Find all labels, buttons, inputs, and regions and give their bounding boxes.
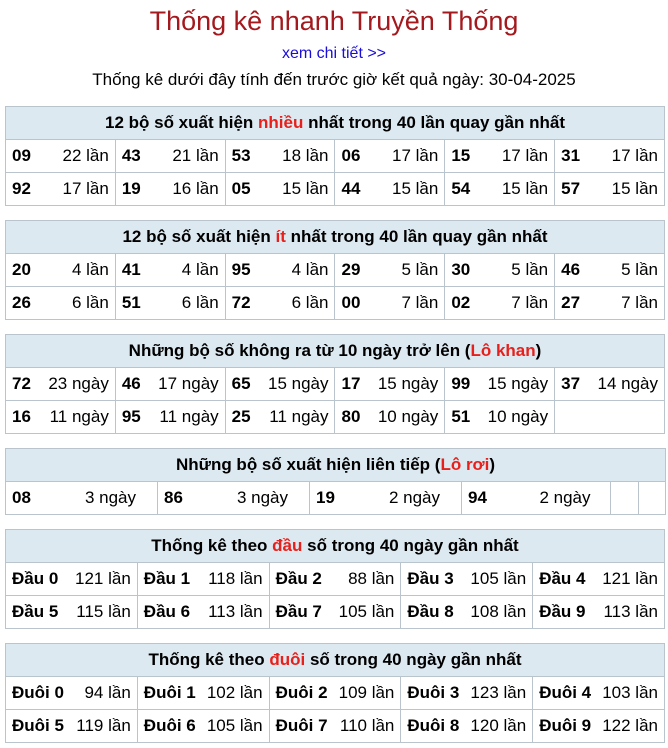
- stat-cell: 17 15 ngày: [335, 368, 445, 401]
- stat-cell: 72 23 ngày: [6, 368, 116, 401]
- stat-cell: Đuôi 3 123 lần: [401, 677, 533, 710]
- table-row: [6, 596, 665, 629]
- stat-cell: Đầu 5 115 lần: [6, 596, 138, 629]
- stat-cell: 41 4 lần: [115, 254, 225, 287]
- most-frequent-section: [5, 106, 665, 206]
- table-row: [6, 173, 665, 206]
- section-header: Những bộ số không ra từ 10 ngày trở lên (Lô khan): [6, 335, 665, 368]
- stat-cell: Đầu 4 121 lần: [533, 563, 665, 596]
- stat-cell: 25 11 ngày: [225, 401, 335, 434]
- stat-cell: 53 18 lần: [225, 140, 335, 173]
- section-header: 12 bộ số xuất hiện ít nhất trong 40 lần quay gần nhất: [6, 221, 665, 254]
- duoi-section: [5, 643, 665, 743]
- lo-khan-section: [5, 334, 665, 434]
- stat-cell: 31 17 lần: [555, 140, 665, 173]
- stat-cell: 27 7 lần: [555, 287, 665, 320]
- stat-cell: 00 7 lần: [335, 287, 445, 320]
- stat-cell: 54 15 lần: [445, 173, 555, 206]
- stat-cell: 19 16 lần: [115, 173, 225, 206]
- stat-cell: Đầu 0 121 lần: [6, 563, 138, 596]
- stat-cell: 30 5 lần: [445, 254, 555, 287]
- stat-cell: 43 21 lần: [115, 140, 225, 173]
- stat-cell: 72 6 lần: [225, 287, 335, 320]
- table-row: [6, 254, 665, 287]
- stat-cell: 95 11 ngày: [115, 401, 225, 434]
- least-frequent-section: [5, 220, 665, 320]
- table-row: [6, 482, 666, 515]
- section-header: Thống kê theo đuôi số trong 40 ngày gần nhất: [6, 644, 665, 677]
- empty-cell: [555, 401, 665, 434]
- stat-cell: 51 10 ngày: [445, 401, 555, 434]
- stat-cell: 06 17 lần: [335, 140, 445, 173]
- stat-cell: 15 17 lần: [445, 140, 555, 173]
- page-title: Thống kê nhanh Truyền Thống: [149, 6, 519, 36]
- stat-cell: 08 3 ngày: [6, 482, 158, 515]
- stat-cell: Đầu 8 108 lần: [401, 596, 533, 629]
- table-row: [6, 563, 665, 596]
- stat-cell: 46 5 lần: [555, 254, 665, 287]
- stat-cell: Đầu 3 105 lần: [401, 563, 533, 596]
- stat-cell: Đuôi 5 119 lần: [6, 710, 138, 743]
- stat-cell: 29 5 lần: [335, 254, 445, 287]
- stat-cell: 26 6 lần: [6, 287, 116, 320]
- stat-cell: 05 15 lần: [225, 173, 335, 206]
- stat-cell: 09 22 lần: [6, 140, 116, 173]
- table-row: [6, 368, 665, 401]
- stat-cell: Đuôi 1 102 lần: [137, 677, 269, 710]
- empty-cell: [611, 482, 639, 515]
- stat-cell: 46 17 ngày: [115, 368, 225, 401]
- date-line: Thống kê dưới đây tính đến trước giờ kết quả ngày: 30-04-2025: [92, 70, 576, 89]
- stat-cell: 57 15 lần: [555, 173, 665, 206]
- lo-roi-section: [5, 448, 665, 515]
- stat-cell: Đầu 9 113 lần: [533, 596, 665, 629]
- stat-cell: 51 6 lần: [115, 287, 225, 320]
- stat-cell: 37 14 ngày: [555, 368, 665, 401]
- stat-cell: 02 7 lần: [445, 287, 555, 320]
- stat-cell: Đầu 6 113 lần: [137, 596, 269, 629]
- stat-cell: 16 11 ngày: [6, 401, 116, 434]
- stat-cell: Đuôi 2 109 lần: [269, 677, 401, 710]
- stat-cell: Đuôi 9 122 lần: [533, 710, 665, 743]
- stat-cell: 86 3 ngày: [158, 482, 310, 515]
- stat-cell: 99 15 ngày: [445, 368, 555, 401]
- table-row: [6, 710, 665, 743]
- section-header: Những bộ số xuất hiện liên tiếp (Lô rơi): [6, 449, 666, 482]
- stat-cell: 19 2 ngày: [310, 482, 462, 515]
- stat-cell: 65 15 ngày: [225, 368, 335, 401]
- table-row: [6, 401, 665, 434]
- stat-cell: Đầu 7 105 lần: [269, 596, 401, 629]
- stat-cell: Đuôi 4 103 lần: [533, 677, 665, 710]
- stat-cell: Đuôi 0 94 lần: [6, 677, 138, 710]
- stat-cell: Đầu 1 118 lần: [137, 563, 269, 596]
- stat-cell: Đầu 2 88 lần: [269, 563, 401, 596]
- section-header: Thống kê theo đầu số trong 40 ngày gần nhất: [6, 530, 665, 563]
- dau-section: [5, 529, 665, 629]
- stat-cell: Đuôi 6 105 lần: [137, 710, 269, 743]
- stat-cell: Đuôi 8 120 lần: [401, 710, 533, 743]
- empty-cell: [639, 482, 666, 515]
- stat-cell: 92 17 lần: [6, 173, 116, 206]
- stat-cell: 20 4 lần: [6, 254, 116, 287]
- stat-cell: 95 4 lần: [225, 254, 335, 287]
- stat-cell: 80 10 ngày: [335, 401, 445, 434]
- detail-link[interactable]: xem chi tiết >>: [281, 45, 387, 62]
- table-row: [6, 140, 665, 173]
- table-row: [6, 677, 665, 710]
- stat-cell: 44 15 lần: [335, 173, 445, 206]
- stat-cell: Đuôi 7 110 lần: [269, 710, 401, 743]
- stat-cell: 94 2 ngày: [462, 482, 611, 515]
- section-header: 12 bộ số xuất hiện nhiều nhất trong 40 lần quay gần nhất: [6, 107, 665, 140]
- table-row: [6, 287, 665, 320]
